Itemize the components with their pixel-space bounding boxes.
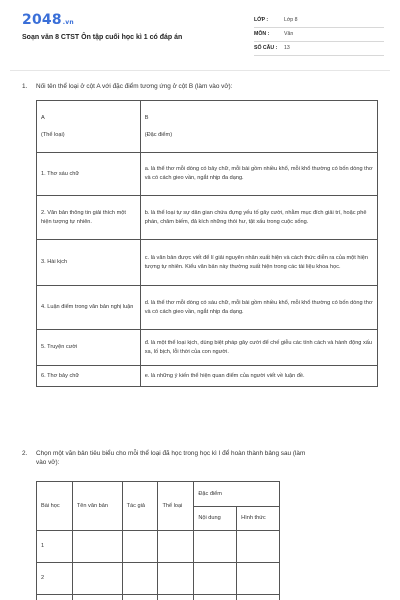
genre-cell: 5. Truyện cười — [37, 330, 141, 366]
header-cell-b — [140, 101, 377, 153]
question-1 — [22, 82, 382, 92]
table-row — [37, 366, 378, 387]
logo-suffix: .vn — [62, 19, 74, 26]
lesson-number-cell: 2 — [37, 563, 73, 595]
question-2 — [22, 449, 382, 469]
question-text-cont: vào vở): — [36, 459, 60, 466]
empty-cell[interactable] — [237, 531, 280, 563]
genre-cell: 2. Văn bản thông tin giải thích một hiện tượng tự nhiên. — [37, 196, 141, 240]
table-row — [37, 240, 378, 286]
feature-cell: a. là thể thơ mỗi dòng có bảy chữ, mỗi bài gồm nhiều khổ, mỗi khổ thường có bốn dòng thơ và có cách gieo vần, ngắt nhịp đa dạng. — [140, 153, 377, 196]
lesson-number-cell: 1 — [37, 531, 73, 563]
genre-cell: 6. Thơ bảy chữ — [37, 366, 141, 387]
lesson-number-cell — [37, 595, 73, 600]
meta-value: Lớp 8 — [284, 17, 298, 23]
empty-cell[interactable] — [72, 595, 122, 600]
empty-cell[interactable] — [72, 563, 122, 595]
site-logo[interactable] — [22, 12, 74, 28]
table-row — [37, 286, 378, 330]
genre-cell: 4. Luận điểm trong văn bản nghị luận — [37, 286, 141, 330]
feature-cell: c. là văn bản được viết để lí giải nguyên nhân xuất hiện và cách thức diễn ra của một hiện tượng tự nhiên. Kiểu văn bản này thường xuất hiện trong các tài liệu khoa học. — [140, 240, 377, 286]
header-label: B — [144, 114, 149, 121]
table-header-row — [37, 482, 280, 507]
table-row — [37, 563, 280, 595]
empty-cell[interactable] — [194, 595, 237, 600]
matching-table — [36, 100, 378, 387]
feature-cell: e. là những ý kiến thể hiện quan điểm của người viết về luận đề. — [140, 366, 377, 387]
table-header-row — [37, 101, 378, 153]
feature-cell: đ. là một thể loại kịch, dùng biệt pháp gây cười để chế giễu các tính cách và hành động xấu xa, lố bịch, lỗi thời của con người. — [140, 330, 377, 366]
meta-value: 13 — [284, 45, 290, 51]
header-divider — [10, 70, 390, 71]
empty-cell[interactable] — [158, 563, 194, 595]
empty-cell[interactable] — [237, 563, 280, 595]
header-genre: Thể loại — [158, 482, 194, 531]
table-row — [37, 196, 378, 240]
header-features: Đặc điểm — [194, 482, 280, 507]
header-content: Nội dung — [194, 507, 237, 531]
feature-cell: d. là thể thơ mỗi dòng có sáu chữ, mỗi bài gồm nhiều khổ, mỗi khổ thường có bốn dòng thơ và có cách gieo vần, ngắt nhịp đa dạng. — [140, 286, 377, 330]
question-text: Chọn một văn bản tiêu biểu cho mỗi thể loại đã học trong học kì I để hoàn thành bảng sau (làm — [36, 450, 306, 457]
header-sublabel: (Đặc điểm) — [144, 131, 173, 138]
meta-key: MÔN : — [254, 31, 270, 37]
table-row — [37, 153, 378, 196]
table-row — [37, 330, 378, 366]
table-row — [37, 595, 280, 600]
doc-meta — [254, 14, 384, 56]
question-number: 1. — [22, 83, 28, 90]
question-text: Nối tên thể loại ở cột A với đặc điểm tương ứng ở cột B (làm vào vở): — [36, 83, 233, 90]
genre-cell: 1. Thơ sáu chữ — [37, 153, 141, 196]
meta-key: SỐ CÂU : — [254, 45, 278, 51]
header-text-name: Tên văn bản — [72, 482, 122, 531]
meta-value: Văn — [284, 31, 294, 37]
empty-cell[interactable] — [194, 563, 237, 595]
page-title: Soạn văn 8 CTST Ôn tập cuối học kì 1 có đáp án — [22, 34, 183, 41]
logo-text: 2048 — [22, 12, 62, 28]
empty-cell[interactable] — [122, 595, 158, 600]
meta-row-subject — [254, 28, 384, 42]
empty-cell[interactable] — [72, 531, 122, 563]
header-author: Tác giả — [122, 482, 158, 531]
meta-row-class — [254, 14, 384, 28]
table-row — [37, 531, 280, 563]
header-cell-a — [37, 101, 141, 153]
empty-cell[interactable] — [158, 595, 194, 600]
genre-cell: 3. Hài kịch — [37, 240, 141, 286]
empty-cell[interactable] — [237, 595, 280, 600]
lesson-table — [36, 481, 280, 600]
header-label: A — [41, 114, 45, 121]
empty-cell[interactable] — [122, 531, 158, 563]
meta-key: LỚP : — [254, 17, 269, 23]
question-number: 2. — [22, 450, 28, 457]
header-sublabel: (Thể loại) — [41, 131, 65, 138]
header-lesson: Bài học — [37, 482, 73, 531]
page-header — [0, 0, 400, 68]
empty-cell[interactable] — [158, 531, 194, 563]
header-form: Hình thức — [237, 507, 280, 531]
empty-cell[interactable] — [122, 563, 158, 595]
feature-cell: b. là thể loại tự sự dân gian chứa đựng yếu tố gây cười, nhằm mục đích giải trí, hoặc phê phán, châm biếm, đả kích những thói hư, tật xấu trong cuộc sống. — [140, 196, 377, 240]
meta-row-count — [254, 42, 384, 56]
empty-cell[interactable] — [194, 531, 237, 563]
